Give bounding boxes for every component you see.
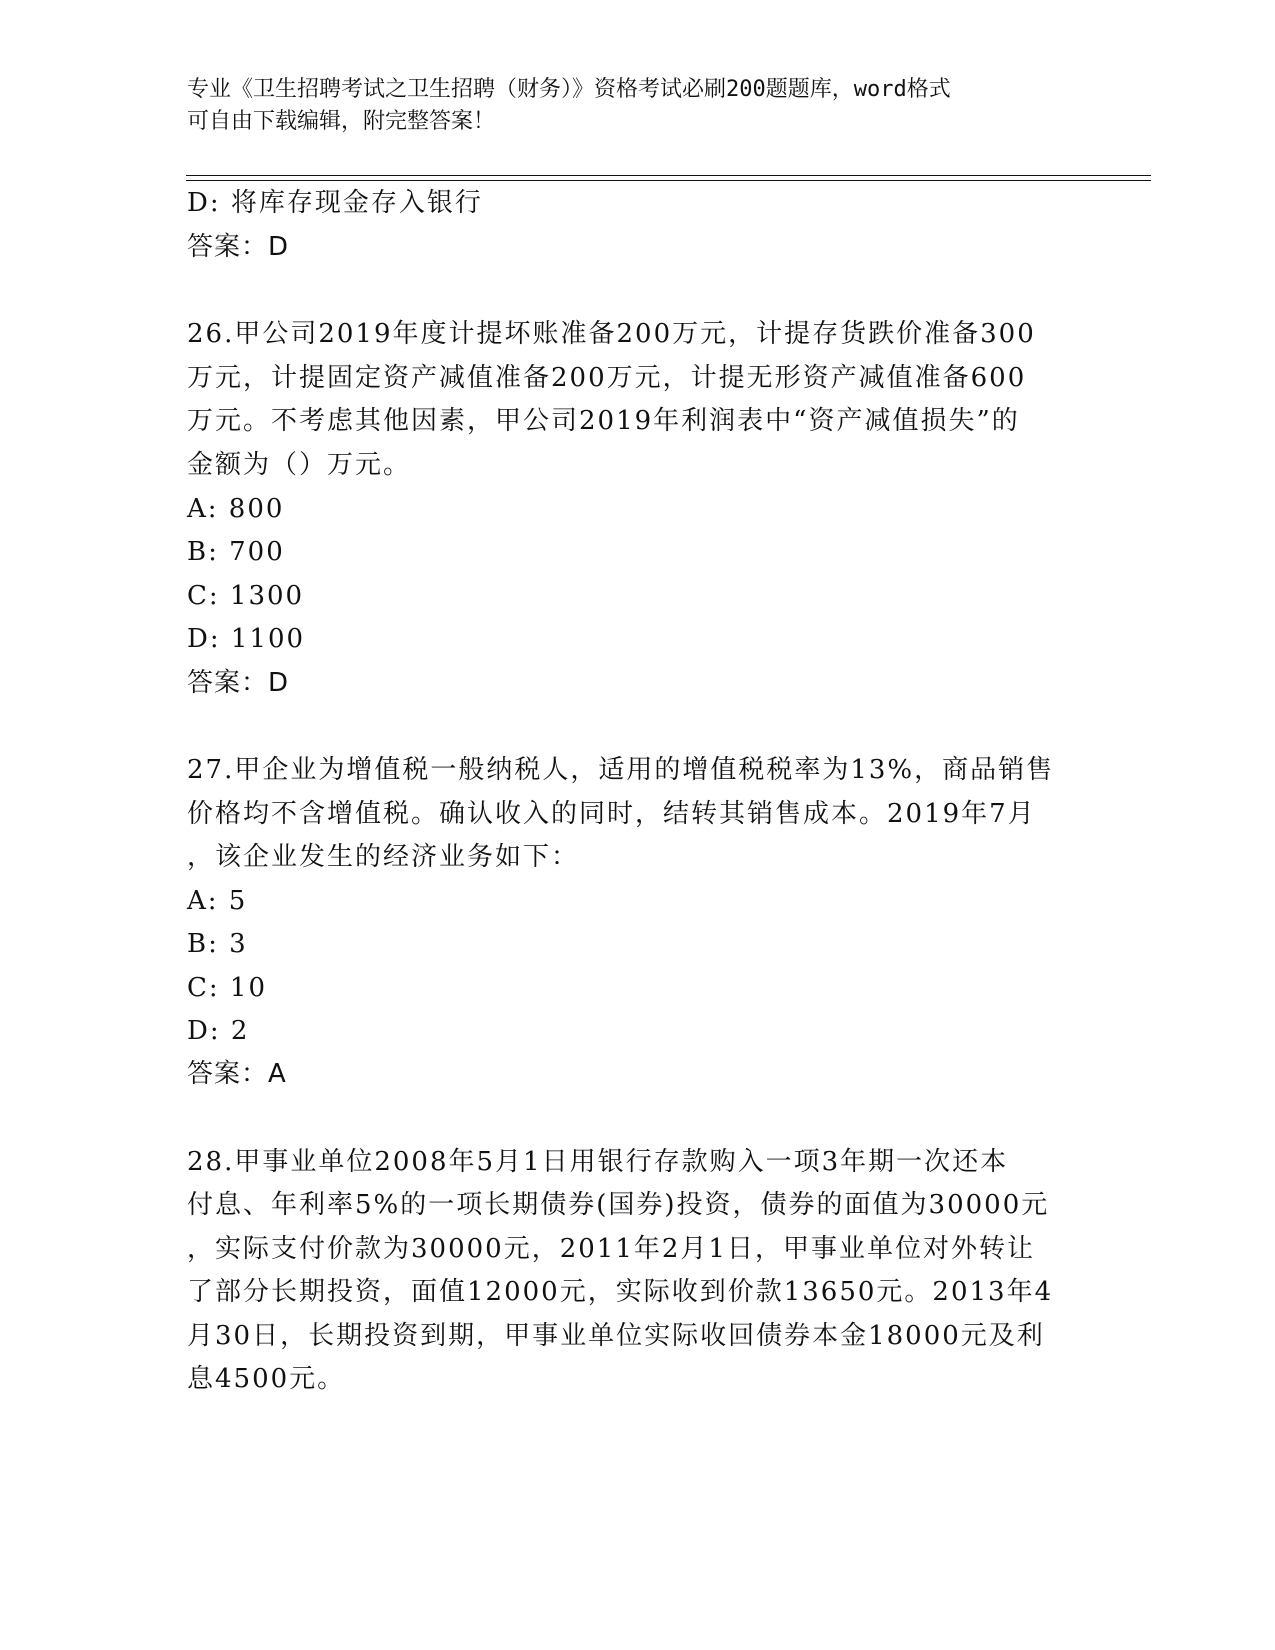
prev-answer: 答案：D [187,232,290,262]
header-line-1: 专业《卫生招聘考试之卫生招聘（财务）》资格考试必刷200题题库，word格式 [187,77,951,102]
q26-option-c: C: 1300 [187,581,305,611]
q28-text-line-1: 28.甲事业单位2008年5月1日用银行存款购入一项3年期一次还本 [187,1147,1009,1177]
q27-text-line-3: ，该企业发生的经济业务如下： [187,842,580,872]
q26-text-line-1: 26.甲公司2019年度计提坏账准备200万元，计提存货跌价准备300 [187,319,1036,349]
header-divider-top [186,175,1151,176]
prev-option-d: D: 将库存现金存入银行 [187,188,483,218]
q28-text-line-2: 付息、年利率5%的一项长期债券(国券)投资，债券的面值为30000元 [187,1190,1050,1220]
q26-option-a: A: 800 [187,494,285,524]
q28-text-line-4: 了部分长期投资，面值12000元，实际收到价款13650元。2013年4 [187,1277,1054,1307]
q27-text-line-1: 27.甲企业为增值税一般纳税人，适用的增值税税率为13%，商品销售 [187,755,1055,785]
q27-option-b: B: 3 [187,929,248,959]
q28-text-line-5: 月30日，长期投资到期，甲事业单位实际收回债券本金18000元及利 [187,1321,1045,1351]
document-header [187,74,1067,138]
q26-option-b: B: 700 [187,537,285,567]
q26-answer: 答案：D [187,668,290,698]
q27-option-c: C: 10 [187,973,268,1003]
q26-text-line-3: 万元。不考虑其他因素，甲公司2019年利润表中“资产减值损失”的 [187,406,1020,436]
q28-text-line-6: 息4500元。 [187,1364,346,1394]
q26-text-line-2: 万元，计提固定资产减值准备200万元，计提无形资产减值准备600 [187,363,1027,393]
q26-option-d: D: 1100 [187,624,306,654]
q28-text-line-3: ，实际支付价款为30000元，2011年2月1日，甲事业单位对外转让 [187,1234,1035,1264]
q27-answer: 答案：A [187,1059,287,1089]
q27-option-d: D: 2 [187,1016,250,1046]
q27-option-a: A: 5 [187,886,248,916]
header-line-2: 可自由下载编辑，附完整答案！ [187,109,496,134]
q27-text-line-2: 价格均不含增值税。确认收入的同时，结转其销售成本。2019年7月 [187,799,1036,829]
q26-text-line-4: 金额为（）万元。 [187,450,412,480]
